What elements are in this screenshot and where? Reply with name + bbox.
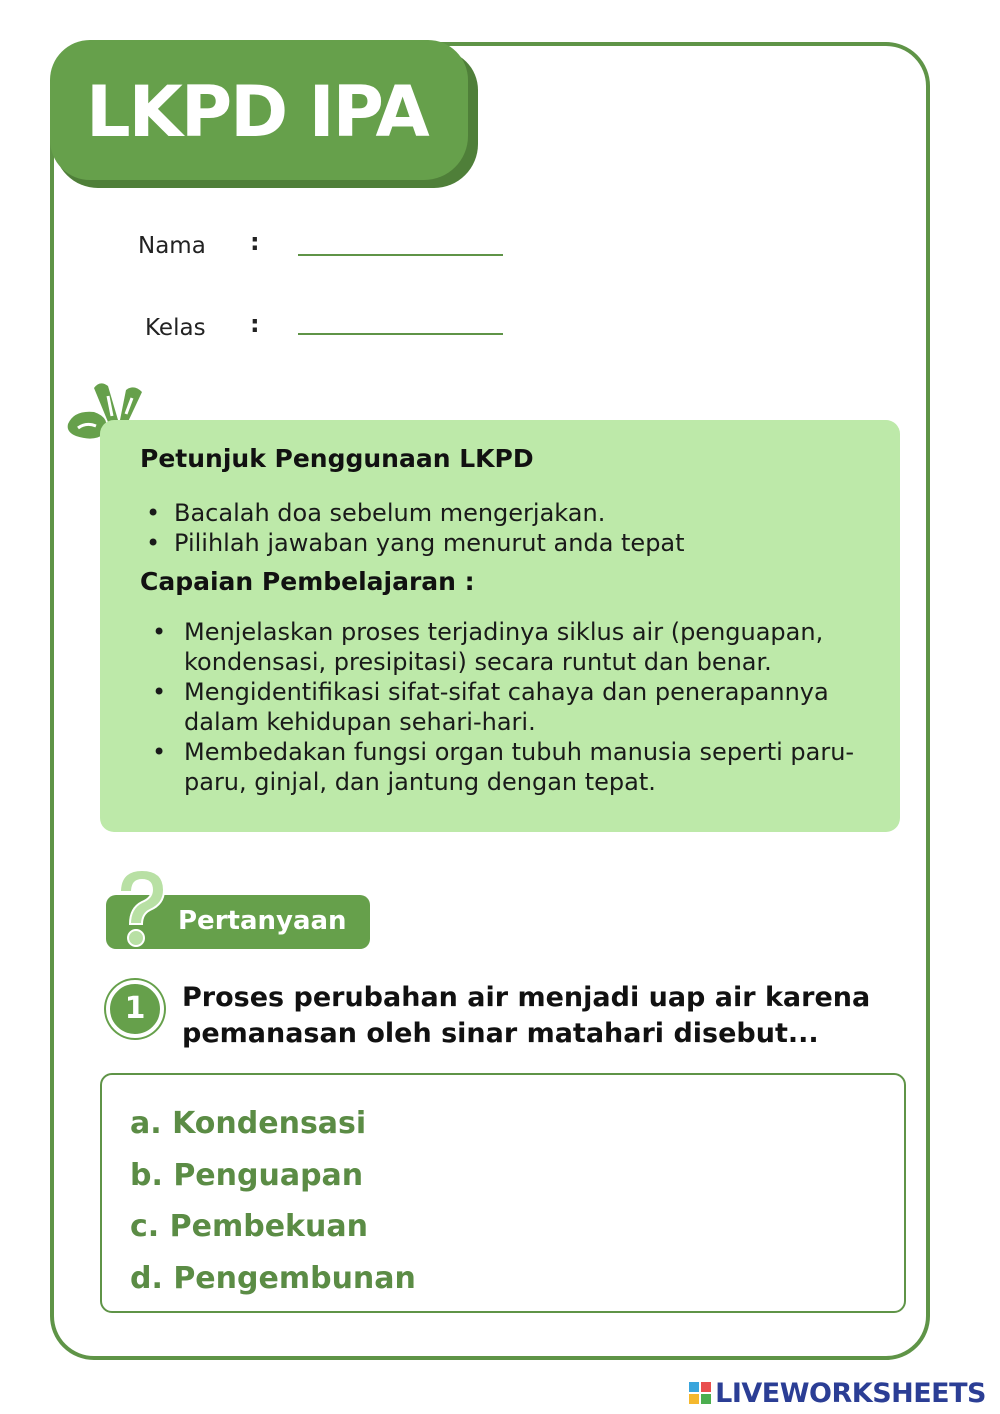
name-label: Nama	[138, 233, 206, 259]
question-number-badge: 1	[106, 980, 164, 1038]
list-item: • Bacalah doa sebelum mengerjakan.	[140, 498, 880, 528]
class-label: Kelas	[145, 315, 206, 341]
list-item: • Menjelaskan proses terjadinya siklus air (penguapan, kondensasi, presipitasi) secara runtut dan benar.	[140, 617, 890, 677]
question-mark-icon	[110, 866, 170, 948]
option-a[interactable]: a. Kondensasi	[130, 1106, 367, 1141]
learning-outcomes-list	[140, 617, 890, 797]
learning-outcomes-title: Capaian Pembelajaran :	[140, 567, 475, 596]
class-input-line[interactable]	[298, 333, 503, 335]
list-item: • Pilihlah jawaban yang menurut anda tepat	[140, 528, 880, 558]
question-text: Proses perubahan air menjadi uap air karena pemanasan oleh sinar matahari disebut...	[182, 982, 871, 1049]
instructions-list	[140, 498, 880, 558]
option-c[interactable]: c. Pembekuan	[130, 1209, 368, 1244]
instructions-title: Petunjuk Penggunaan LKPD	[140, 444, 534, 473]
liveworksheets-logo-icon	[689, 1382, 711, 1404]
name-input-line[interactable]	[298, 254, 503, 256]
list-item: • Mengidentifikasi sifat-sifat cahaya dan penerapannya dalam kehidupan sehari-hari.	[140, 677, 890, 737]
liveworksheets-branding	[689, 1376, 986, 1410]
page-title: LKPD IPA	[86, 71, 428, 153]
name-colon: :	[250, 228, 260, 256]
list-item: • Membedakan fungsi organ tubuh manusia seperti paru-paru, ginjal, dan jantung dengan tepat.	[140, 737, 890, 797]
section-label: Pertanyaan	[178, 906, 347, 936]
option-b[interactable]: b. Penguapan	[130, 1158, 364, 1193]
option-d[interactable]: d. Pengembunan	[130, 1261, 416, 1296]
branding-text: LIVEWORKSHEETS	[715, 1377, 986, 1409]
class-colon: :	[250, 310, 260, 338]
